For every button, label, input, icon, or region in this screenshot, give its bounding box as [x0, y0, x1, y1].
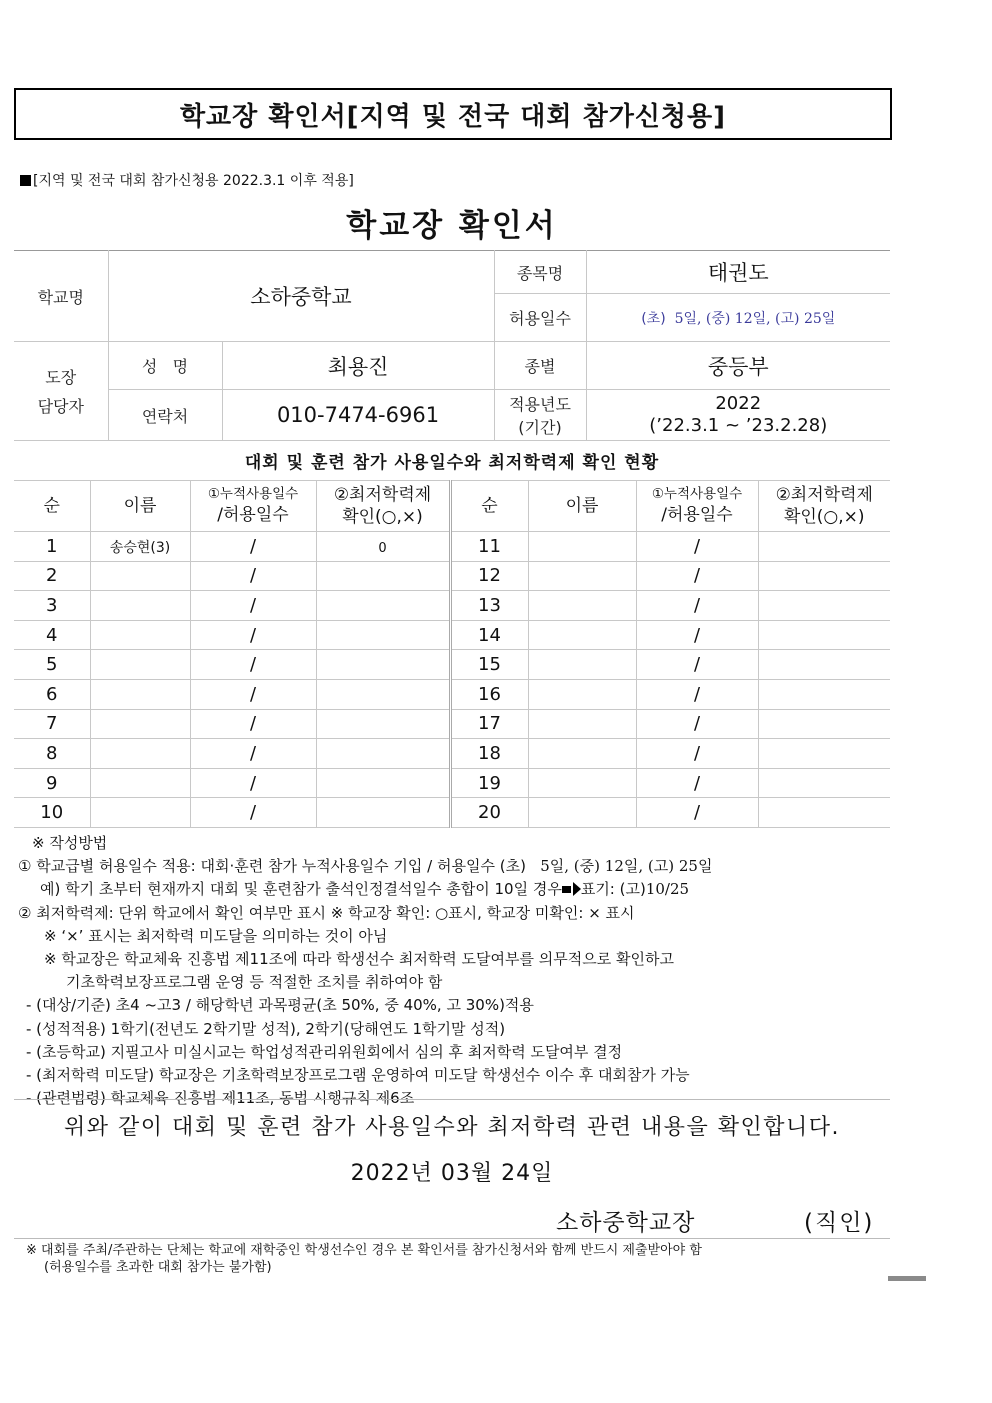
used-days: /: [636, 620, 758, 650]
student-name: [528, 798, 636, 828]
square-bullet-icon: [20, 175, 31, 186]
row-number: 6: [14, 679, 90, 709]
used-days: /: [190, 798, 316, 828]
row-number: 1: [14, 532, 90, 562]
row-number: 4: [14, 620, 90, 650]
used-days: /: [636, 709, 758, 739]
note-allow-days: ① 학교급별 허용일수 적용: 대회·훈련 참가 누적사용일수 기입 / 허용일수 (초) 5일, (중) 12일, (고) 25일: [18, 857, 713, 876]
student-name: [90, 768, 190, 798]
header-min-achievement: ②최저학력제 확인(○,×): [758, 481, 890, 532]
instructions-heading: ※ 작성방법: [32, 834, 108, 852]
note-not-reached: - (최저학력 미도달) 학교장은 기초학력보장프로그램 운영하여 미도달 학생선수 이수 후 대회참가 가능: [26, 1066, 690, 1085]
note-x-meaning: ※ ‘×’ 표시는 최저학력 미도달을 의미하는 것이 아님: [44, 926, 388, 945]
student-name: [528, 739, 636, 769]
used-days: /: [190, 591, 316, 621]
min-achievement-check: [758, 679, 890, 709]
row-number: 20: [450, 798, 528, 828]
manager-label: 도장 담당자: [14, 342, 108, 441]
row-number: 5: [14, 650, 90, 680]
used-days: /: [636, 739, 758, 769]
table-row: [14, 591, 890, 621]
table-row: [14, 620, 890, 650]
used-days: /: [636, 768, 758, 798]
row-number: 8: [14, 739, 90, 769]
used-days: /: [190, 679, 316, 709]
note-target: - (대상/기준) 초4 ~고3 / 해당학년 과목평균(초 50%, 중 40%, 고 30%)적용: [26, 996, 534, 1015]
divider: [14, 1238, 890, 1239]
min-achievement-check: [758, 650, 890, 680]
used-days: /: [190, 768, 316, 798]
student-name: [528, 679, 636, 709]
table-row: [14, 561, 890, 591]
table-row: [14, 739, 890, 769]
used-days: /: [636, 650, 758, 680]
section-heading: 대회 및 훈련 참가 사용일수와 최저학력제 확인 현황: [244, 453, 660, 473]
contact-value: 010-7474-6961: [222, 390, 494, 441]
row-number: 11: [450, 532, 528, 562]
student-name: [90, 561, 190, 591]
header-name: 이름: [528, 481, 636, 532]
header-name: 이름: [90, 481, 190, 532]
used-days: /: [636, 561, 758, 591]
row-number: 14: [450, 620, 528, 650]
header-order: 순: [14, 481, 90, 532]
row-number: 13: [450, 591, 528, 621]
subnote-text: [지역 및 전국 대회 참가신청용 2022.3.1 이후 적용]: [33, 173, 354, 189]
student-name: [528, 709, 636, 739]
student-name: [528, 620, 636, 650]
note-example: 예) 학기 초부터 현재까지 대회 및 훈련참가 출석인정결석일수 총합이 10일 경우 표기: (고)10/25: [40, 880, 690, 899]
min-achievement-check: [316, 709, 450, 739]
official-seal: (직인): [804, 1210, 875, 1236]
student-name: [90, 620, 190, 650]
min-achievement-check: [758, 591, 890, 621]
header-title: 학교장 확인서[지역 및 전국 대회 참가신청용]: [14, 88, 892, 140]
event-label: 종목명: [494, 251, 586, 294]
table-row: [14, 768, 890, 798]
allow-days-text: (초) 5일, (중) 12일, (고) 25일: [641, 311, 836, 327]
note-principal-duty-cont: 기초학력보장프로그램 운영 등 적절한 조치를 취하여야 함: [66, 973, 443, 992]
used-days: /: [636, 591, 758, 621]
issue-date: 2022년 03월 24일: [350, 1161, 554, 1186]
footer-note: ※ 대회를 주최/주관하는 단체는 학교에 재학중인 학생선수인 경우 본 확인서를 참가신청서와 함께 반드시 제출받아야 함 (허용일수를 초과한 대회 참가는 불가함): [26, 1243, 702, 1275]
student-name: [528, 591, 636, 621]
table-row: [14, 679, 890, 709]
principal-signature: 소하중학교장: [556, 1210, 696, 1236]
student-name: [90, 591, 190, 621]
student-name: [528, 561, 636, 591]
min-achievement-check: [758, 739, 890, 769]
table-row: [14, 798, 890, 828]
table-row: [14, 709, 890, 739]
student-name: [90, 798, 190, 828]
row-number: 17: [450, 709, 528, 739]
participation-table: [14, 480, 890, 828]
used-days: /: [190, 532, 316, 562]
header-used-days: ①누적사용일수 /허용일수: [190, 481, 316, 532]
min-achievement-check: [758, 709, 890, 739]
confirmation-statement: 위와 같이 대회 및 훈련 참가 사용일수와 최저학력 관련 내용을 확인합니다.: [64, 1115, 840, 1140]
min-achievement-check: [316, 620, 450, 650]
event-value: 태권도: [586, 251, 890, 294]
instructions: [18, 832, 898, 1110]
name-value: 최용진: [222, 342, 494, 390]
row-number: 19: [450, 768, 528, 798]
used-days: /: [190, 709, 316, 739]
header-order: 순: [450, 481, 528, 532]
min-achievement-check: [758, 620, 890, 650]
year-value: 2022 (’22.3.1 ~ ’23.2.28): [586, 390, 890, 441]
student-name: 송승현(3): [90, 532, 190, 562]
arrow-right-icon: [562, 886, 571, 893]
min-achievement-check: [758, 768, 890, 798]
name-label: 성 명: [108, 342, 222, 390]
school-label: 학교명: [14, 251, 108, 342]
note-min-achievement: ② 최저학력제: 단위 학교에서 확인 여부만 표시 ※ 학교장 확인: ○표시, 학교장 미확인: × 표시: [18, 903, 635, 922]
row-number: 9: [14, 768, 90, 798]
scrollbar-thumb[interactable]: [888, 1276, 926, 1281]
used-days: /: [190, 620, 316, 650]
student-name: [90, 650, 190, 680]
min-achievement-check: [316, 650, 450, 680]
min-achievement-check: [316, 798, 450, 828]
note-principal-duty: ※ 학교장은 학교체육 진흥법 제11조에 따라 학생선수 최저학력 도달여부를 의무적으로 확인하고: [44, 950, 674, 969]
divider: [14, 1099, 890, 1100]
note-grades: - (성적적용) 1학기(전년도 2학기말 성적), 2학기(당해연도 1학기말 성적): [26, 1019, 506, 1038]
min-achievement-check: 0: [316, 532, 450, 562]
used-days: /: [636, 679, 758, 709]
row-number: 15: [450, 650, 528, 680]
table-header-row: [14, 481, 890, 532]
student-name: [528, 650, 636, 680]
allow-label: 허용일수: [494, 294, 586, 342]
row-number: 16: [450, 679, 528, 709]
table-row: [14, 650, 890, 680]
student-name: [90, 679, 190, 709]
min-achievement-check: [316, 591, 450, 621]
year-label: 적용년도 (기간): [494, 390, 586, 441]
row-number: 7: [14, 709, 90, 739]
allow-value: [586, 294, 890, 342]
row-number: 2: [14, 561, 90, 591]
row-number: 10: [14, 798, 90, 828]
document-title: 학교장 확인서: [346, 208, 558, 244]
division-value: 중등부: [586, 342, 890, 390]
student-name: [528, 532, 636, 562]
min-achievement-check: [758, 561, 890, 591]
used-days: /: [190, 561, 316, 591]
min-achievement-check: [316, 739, 450, 769]
info-table: [14, 250, 890, 441]
table-row: [14, 532, 890, 562]
min-achievement-check: [758, 532, 890, 562]
row-number: 12: [450, 561, 528, 591]
used-days: /: [190, 739, 316, 769]
school-value: 소하중학교: [108, 251, 494, 342]
subnote: [20, 170, 354, 190]
division-label: 종별: [494, 342, 586, 390]
min-achievement-check: [316, 768, 450, 798]
student-name: [90, 709, 190, 739]
note-laws: - (관련법령) 학교체육 진흥법 제11조, 동법 시행규칙 제6조: [26, 1089, 415, 1108]
used-days: /: [636, 532, 758, 562]
used-days: /: [190, 650, 316, 680]
row-number: 3: [14, 591, 90, 621]
contact-label: 연락처: [108, 390, 222, 441]
min-achievement-check: [316, 679, 450, 709]
header-min-achievement: ②최저학력제 확인(○,×): [316, 481, 450, 532]
student-name: [90, 739, 190, 769]
note-elementary: - (초등학교) 지필고사 미실시교는 학업성적관리위원회에서 심의 후 최저학력 도달여부 결정: [26, 1042, 623, 1061]
row-number: 18: [450, 739, 528, 769]
used-days: /: [636, 798, 758, 828]
header-used-days: ①누적사용일수 /허용일수: [636, 481, 758, 532]
min-achievement-check: [316, 561, 450, 591]
student-name: [528, 768, 636, 798]
min-achievement-check: [758, 798, 890, 828]
